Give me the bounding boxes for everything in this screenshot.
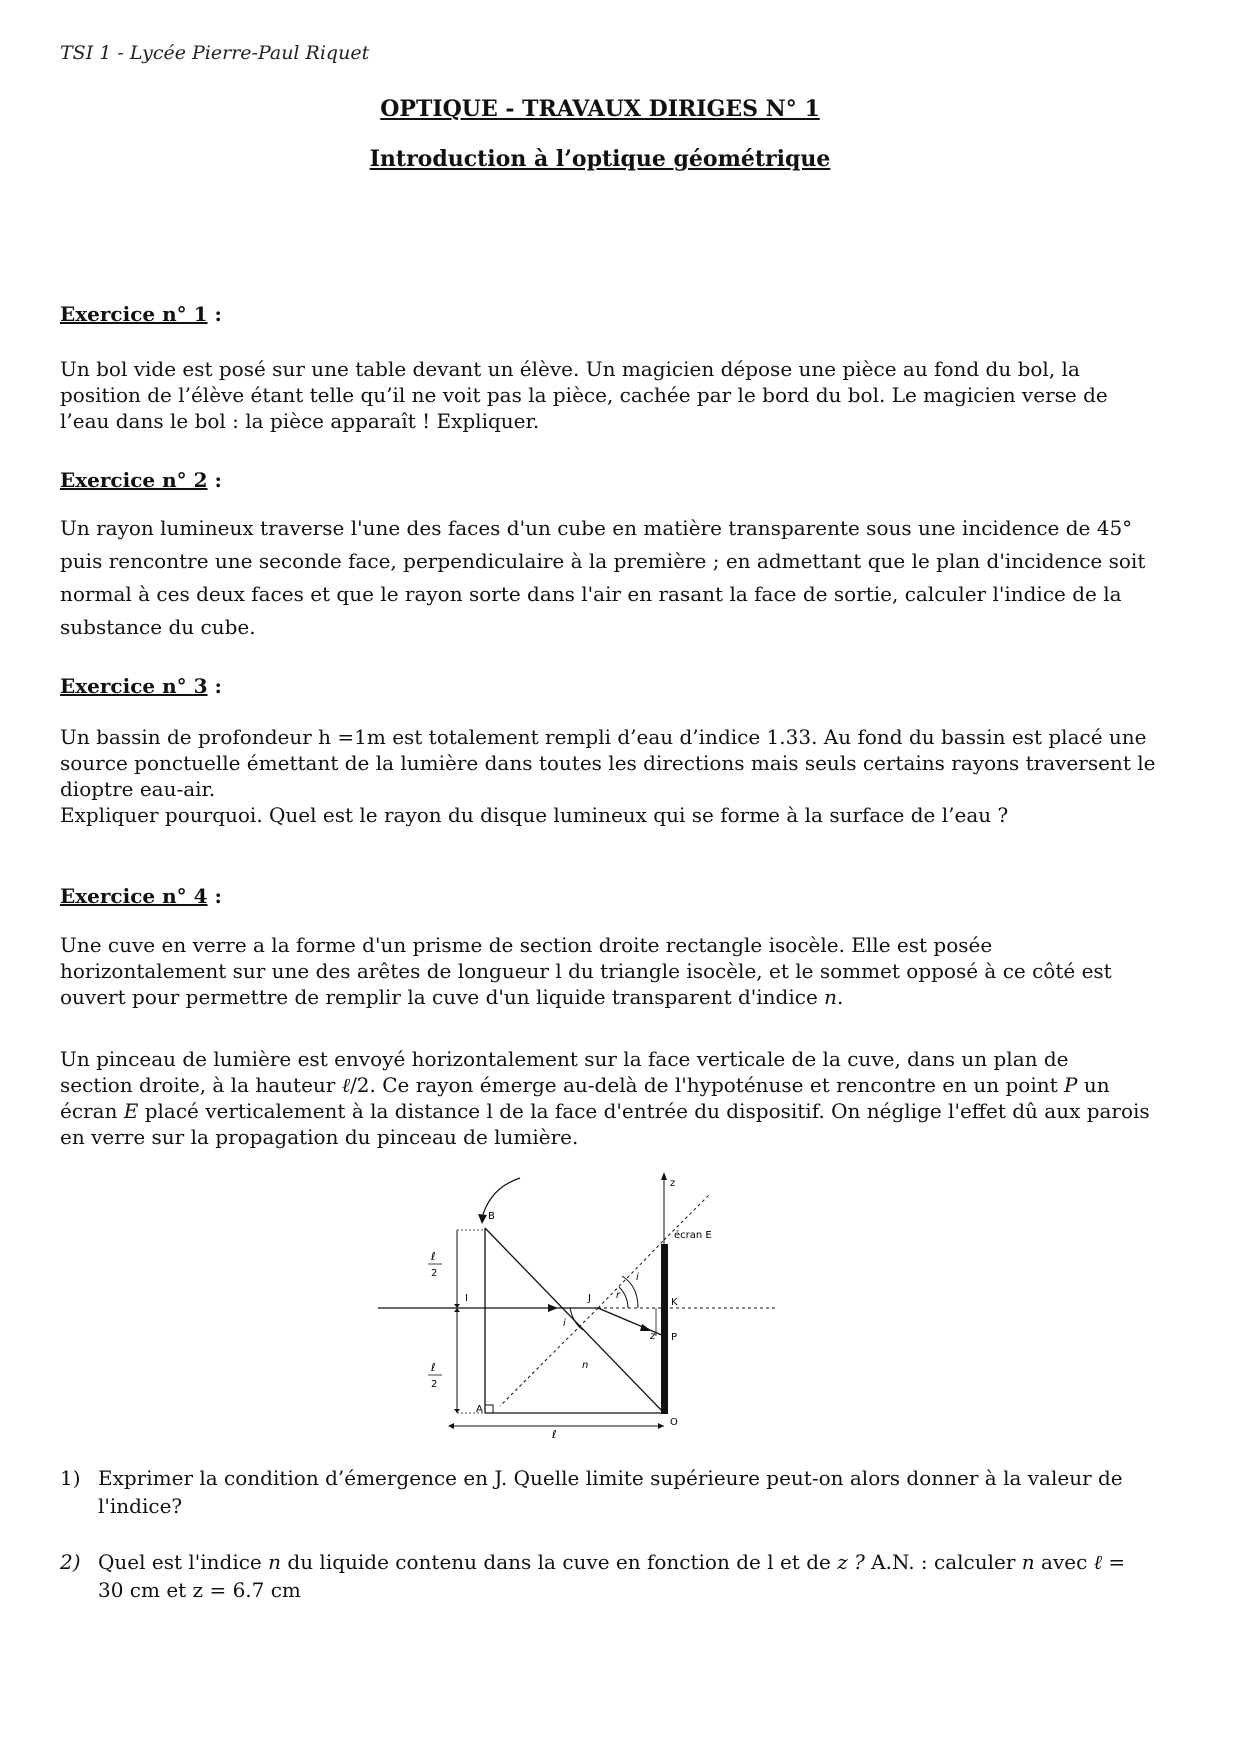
label-l-base: ℓ bbox=[552, 1428, 557, 1438]
document-title: OPTIQUE - TRAVAUX DIRIGES N° 1 bbox=[380, 96, 820, 122]
exercise-4-line bbox=[60, 1072, 1178, 1098]
angle-r-arc bbox=[619, 1287, 628, 1308]
label-angle-i-top: i bbox=[636, 1272, 639, 1283]
exercise-2-line: puis rencontre une seconde face, perpendiculaire à la première ; en admettant que le plan d'incidence soit bbox=[60, 549, 1146, 573]
exercise-2-label: Exercice n° 2 bbox=[60, 468, 208, 492]
index-n-symbol: n bbox=[1021, 1550, 1035, 1574]
question-line bbox=[98, 1548, 1178, 1576]
label-l-top: ℓ bbox=[431, 1250, 436, 1263]
normal-lower bbox=[500, 1308, 598, 1406]
exercise-3-line: source ponctuelle émettant de la lumière dans toutes les directions mais seuls certains rayons traversent le bbox=[60, 751, 1156, 775]
question-2-text bbox=[98, 1548, 1178, 1604]
exercise-3-colon: : bbox=[207, 674, 222, 698]
point-p-symbol: P bbox=[1064, 1073, 1078, 1097]
label-two-bottom: 2 bbox=[431, 1379, 438, 1390]
exercise-3-label: Exercice n° 3 bbox=[60, 674, 208, 698]
exercise-3-line: Expliquer pourquoi. Quel est le rayon du disque lumineux qui se forme à la surface de l’eau ? bbox=[60, 803, 1009, 827]
z-symbol: z ? bbox=[837, 1550, 865, 1574]
exercise-2-heading bbox=[60, 468, 222, 492]
exercise-4-line: horizontalement sur une des arêtes de longueur l du triangle isocèle, et le sommet opposé à ce côté est bbox=[60, 959, 1112, 983]
normal-upper bbox=[598, 1240, 664, 1308]
text-run: . bbox=[837, 985, 844, 1009]
text-run: Quel est l'indice bbox=[98, 1550, 269, 1574]
emergent-arrow bbox=[640, 1324, 652, 1331]
curved-arrow-head bbox=[478, 1214, 487, 1224]
exercise-2-line: Un rayon lumineux traverse l'une des faces d'un cube en matière transparente sous une incidence de 45° bbox=[60, 516, 1133, 540]
exercise-1-line: l’eau dans le bol : la pièce apparaît ! Expliquer. bbox=[60, 409, 540, 433]
text-run: A.N. : calculer bbox=[864, 1550, 1022, 1574]
exercise-2-text bbox=[60, 512, 1178, 644]
text-run: /2. Ce rayon émerge au-delà de l'hypoténuse et rencontre en un point bbox=[350, 1073, 1065, 1097]
ell-symbol: ℓ bbox=[1093, 1550, 1102, 1574]
index-n-symbol: n bbox=[268, 1550, 282, 1574]
exercise-1-line: position de l’élève étant telle qu’il ne voit pas la pièce, cachée par le bord du bol. Le magicien verse de bbox=[60, 383, 1108, 407]
label-index-n: n bbox=[582, 1360, 589, 1371]
label-angle-i-bottom: i bbox=[563, 1318, 566, 1329]
exercise-4-heading bbox=[60, 884, 222, 908]
dim-arrow bbox=[448, 1423, 454, 1429]
dim-arrow bbox=[454, 1409, 460, 1413]
text-run: avec bbox=[1034, 1550, 1094, 1574]
exercise-1-colon: : bbox=[207, 302, 222, 326]
exercise-4-line bbox=[60, 1098, 1178, 1124]
incident-arrow bbox=[548, 1304, 558, 1312]
exercise-1-heading bbox=[60, 302, 222, 326]
exercise-1-line: Un bol vide est posé sur une table devant un élève. Un magicien dépose une pièce au fond du bol, la bbox=[60, 357, 1080, 381]
question-1-number: 1) bbox=[60, 1466, 81, 1490]
document-subtitle: Introduction à l’optique géométrique bbox=[369, 146, 831, 172]
exercise-4-label: Exercice n° 4 bbox=[60, 884, 208, 908]
label-o-point: O bbox=[670, 1417, 678, 1428]
label-z-mark: z bbox=[650, 1331, 656, 1342]
exercise-3-text bbox=[60, 724, 1178, 828]
label-z-axis: z bbox=[670, 1178, 676, 1189]
label-a-point: A bbox=[476, 1404, 483, 1415]
exercise-1-label: Exercice n° 1 bbox=[60, 302, 208, 326]
text-run: = bbox=[1101, 1550, 1126, 1574]
label-two-top: 2 bbox=[431, 1268, 438, 1279]
label-screen: écran E bbox=[674, 1230, 712, 1241]
question-line: Exprimer la condition d’émergence en J. Quelle limite supérieure peut-on alors donner à la valeur de bbox=[98, 1466, 1123, 1490]
text-run: écran bbox=[60, 1099, 124, 1123]
question-1 bbox=[60, 1464, 1178, 1520]
text-run: section droite, à la hauteur bbox=[60, 1073, 342, 1097]
prism-figure bbox=[370, 1168, 790, 1438]
screen-e-symbol: E bbox=[123, 1099, 139, 1123]
page-header: TSI 1 - Lycée Pierre-Paul Riquet bbox=[60, 42, 370, 64]
label-angle-r: r bbox=[616, 1290, 621, 1301]
dim-arrow bbox=[658, 1423, 664, 1429]
text-run: du liquide contenu dans la cuve en fonction de l et de bbox=[281, 1550, 838, 1574]
label-k-point: K bbox=[671, 1297, 678, 1308]
label-j-point: J bbox=[588, 1293, 591, 1304]
text-run: placé verticalement à la distance l de la face d'entrée du dispositif. On néglige l'effet dû aux parois bbox=[138, 1099, 1150, 1123]
exercise-3-line: Un bassin de profondeur h =1m est totalement rempli d’eau d’indice 1.33. Au fond du bassin est placé une bbox=[60, 725, 1147, 749]
right-angle-mark bbox=[485, 1405, 493, 1413]
label-l-bottom: ℓ bbox=[431, 1361, 436, 1374]
exercise-3-heading bbox=[60, 674, 222, 698]
question-line: l'indice? bbox=[98, 1494, 183, 1518]
question-2 bbox=[60, 1548, 1178, 1604]
question-line: 30 cm et z = 6.7 cm bbox=[98, 1578, 301, 1602]
exercise-4-paragraph-1 bbox=[60, 932, 1178, 1010]
question-2-number: 2) bbox=[60, 1550, 81, 1574]
text-run: un bbox=[1077, 1073, 1110, 1097]
label-p-point: P bbox=[671, 1332, 678, 1343]
question-1-text bbox=[98, 1464, 1178, 1520]
label-i-point: I bbox=[465, 1293, 468, 1304]
exercise-4-line: en verre sur la propagation du pinceau de lumière. bbox=[60, 1125, 579, 1149]
exercise-4-paragraph-2 bbox=[60, 1046, 1178, 1150]
ell-symbol: ℓ bbox=[341, 1073, 351, 1097]
exercise-3-line: dioptre eau-air. bbox=[60, 777, 216, 801]
exercise-2-line: substance du cube. bbox=[60, 615, 256, 639]
exercise-4-colon: : bbox=[207, 884, 222, 908]
exercise-4-line bbox=[60, 984, 1178, 1010]
index-n-symbol: n bbox=[824, 985, 838, 1009]
z-axis-arrow bbox=[661, 1172, 667, 1180]
exercise-4-line: Un pinceau de lumière est envoyé horizontalement sur la face verticale de la cuve, dans un plan de bbox=[60, 1047, 1069, 1071]
exercise-4-line: Une cuve en verre a la forme d'un prisme de section droite rectangle isocèle. Elle est posée bbox=[60, 933, 993, 957]
exercise-2-colon: : bbox=[207, 468, 222, 492]
screen-e bbox=[661, 1244, 668, 1414]
text-run: ouvert pour permettre de remplir la cuve d'un liquide transparent d'indice bbox=[60, 985, 825, 1009]
exercise-2-line: normal à ces deux faces et que le rayon sorte dans l'air en rasant la face de sortie, calculer l'indice de la bbox=[60, 582, 1122, 606]
label-b: B bbox=[488, 1211, 495, 1222]
exercise-1-text bbox=[60, 356, 1178, 434]
